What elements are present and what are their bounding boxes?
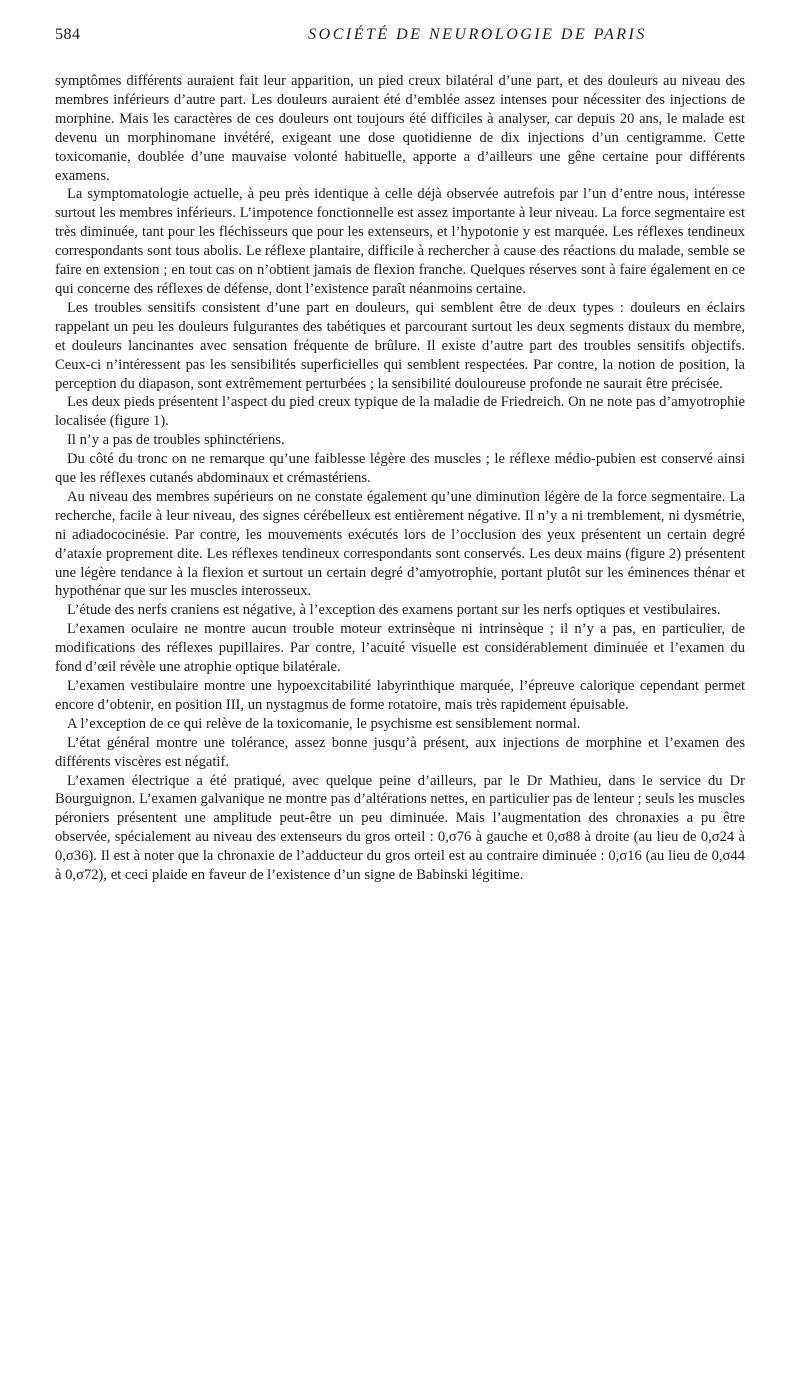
paragraph-sensory-disorders: Les troubles sensitifs consistent d’une part en douleurs, qui semblent être de deux types : douleurs en éclairs rappelant un peu les douleurs fulgurantes des tabétiques et parcourant surtout les deux segments distaux du membre, et douleurs lancinantes avec sensation fréquente de brûlure. Il existe d’autre part des troubles sensitifs objectifs. Ceux-ci n’intéressent pas les sensibilités superficielles qui semblent respectées. Par contre, la notion de position, la perception du diapason, sont extrêmement perturbées ; la sensibilité douloureuse profonde ne saurait être précisée. — [55, 299, 745, 392]
paragraph-psychism: A l’exception de ce qui relève de la toxicomanie, le psychisme est sensiblement normal. — [67, 715, 581, 732]
running-title: SOCIÉTÉ DE NEUROLOGIE DE PARIS — [308, 26, 647, 43]
paragraph-ocular-exam: L’examen oculaire ne montre aucun trouble moteur extrinsèque ni intrinsèque ; il n’y a pas, en particulier, de modifications des réflexes pupillaires. Par contre, l’acuité visuelle est considérablement diminuée et l’examen du fond d’œil révèle une atrophie optique bilatérale. — [55, 621, 745, 676]
body-text — [55, 72, 745, 885]
paragraph-trunk: Du côté du tronc on ne remarque qu’une faiblesse légère des muscles ; le réflexe médio-pubien est conservé ainsi que les réflexes cutanés abdominaux et crémastériens. — [55, 451, 745, 487]
paragraph-intro: symptômes différents auraient fait leur apparition, un pied creux bilatéral d’une part, et des douleurs au niveau des membres inférieurs d’autre part. Les douleurs auraient été d’emblée assez intenses pour nécessiter des injections de morphine. Mais les caractères de ces douleurs ont toujours été difficiles à analyser, car depuis 20 ans, le malade est devenu un morphinomane invétéré, exigeant une dose quotidienne de dix injections d’un centigramme. Cette toxicomanie, doublée d’une mauvaise volonté habituelle, apporte a d’ailleurs une gêne certaine pour différents examens. — [55, 73, 745, 184]
paragraph-cranial-nerves: L’étude des nerfs craniens est négative, à l’exception des examens portant sur les nerfs optiques et vestibulaires. — [67, 602, 721, 619]
paragraph-vestibular-exam: L’examen vestibulaire montre une hypoexcitabilité labyrinthique marquée, l’épreuve calorique cependant permet encore d’obtenir, en position III, un nystagmus de forme rotatoire, mais très rapidement épuisable. — [55, 678, 745, 713]
paragraph-general-state: L’état général montre une tolérance, assez bonne jusqu’à présent, aux injections de morphine et l’examen des différents viscères est négatif. — [55, 734, 745, 770]
paragraph-sphincter: Il n’y a pas de troubles sphinctériens. — [67, 432, 285, 449]
paragraph-feet: Les deux pieds présentent l’aspect du pied creux typique de la maladie de Friedreich. On ne note pas d’amyotrophie localisée (figure 1). — [55, 394, 745, 430]
paragraph-upper-limbs: Au niveau des membres supérieurs on ne constate également qu’une diminution légère de la force segmentaire. La recherche, facile à leur niveau, des signes cérébelleux est entièrement négative. Il n’y a ni tremblement, ni dysmétrie, ni adiadococinésie. Par contre, les mouvements exécutés lors de l’occlusion des yeux présentent un certain degré d’ataxie proprement dite. Les réflexes tendineux correspondants sont conservés. Les deux mains (figure 2) présentent une légère tendance à la flexion et surtout un certain degré d’amyotrophie, portant plutôt sur les éminences thénar et hypothénar que sur les muscles interosseux. — [55, 488, 745, 600]
page-header — [55, 22, 745, 52]
paragraph-electrical-exam: L’examen électrique a été pratiqué, avec quelque peine d’ailleurs, par le Dr Mathieu, dans le service du Dr Bourguignon. L’examen galvanique ne montre pas d’altérations nettes, en particulier pas de lenteur ; seuls les muscles péroniers présentent une amplitude peut-être un peu diminuée. Mais l’augmentation des chronaxies a pu être observée, spécialement au niveau des extenseurs du gros orteil : 0,σ76 à gauche et 0,σ88 à droite (au lieu de 0,σ24 à 0,σ36). Il est à noter que la chronaxie de l’adducteur du gros orteil est au contraire diminuée : 0,σ16 (au lieu de 0,σ44 à 0,σ72), et ceci plaide en faveur de l’existence d’un signe de Babinski légitime. — [55, 772, 745, 884]
paragraph-symptomatology: La symptomatologie actuelle, à peu près identique à celle déjà observée autrefois par l’un d’entre nous, intéresse surtout les membres inférieurs. L’impotence fonctionnelle est assez importante à leur niveau. La force segmentaire est très diminuée, tant pour les fléchisseurs que pour les extenseurs, et l’hypotonie y est marquée. Les réflexes tendineux correspondants sont tous abolis. Le réflexe plantaire, difficile à rechercher à cause des réactions du malade, semble se faire en extension ; en tout cas on n’obtient jamais de flexion franche. Quelques réserves sont à faire également en ce qui concerne des réflexes de défense, dont l’existence paraît néanmoins certaine. — [55, 186, 745, 297]
page-number: 584 — [55, 26, 81, 43]
